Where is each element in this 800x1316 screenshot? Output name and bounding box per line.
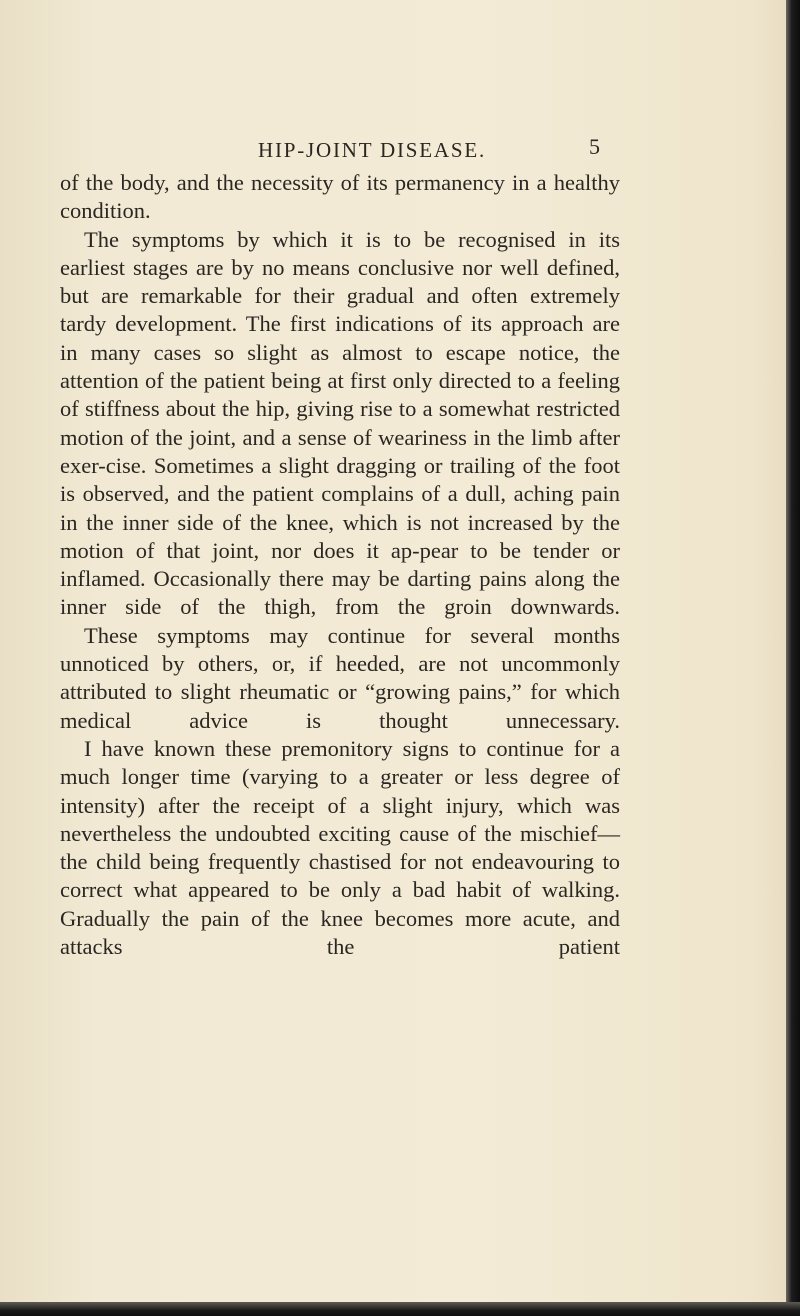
- body-text: [60, 169, 620, 961]
- running-head: HIP-JOINT DISEASE.: [258, 138, 487, 162]
- paragraph-1: of the body, and the necessity of its permanency in a healthy condition.: [60, 170, 620, 224]
- page-header: [60, 134, 600, 168]
- paragraph-4: I have known these premonitory signs to continue for a much longer time (varying to a greater or less degree of intensity) after the receipt of a slight injury, which was nevertheless the undoubted exciting cause of the mischief—the child being frequently chastised for not endeavouring to correct what appeared to be only a bad habit of walking. Gradually the pain of the knee becomes more acute, and attacks the patient: [60, 735, 620, 960]
- paragraph-3: These symptoms may continue for several months unnoticed by others, or, if heeded, are not uncommonly attributed to slight rheumatic or “growing pains,” for which medical advice is thought unnecessary.: [60, 622, 620, 733]
- paragraph-2: The symptoms by which it is to be recognised in its earliest stages are by no means conclusive nor well defined, but are remarkable for their gradual and often extremely tardy development. The first indications of its approach are in many cases so slight as almost to escape notice, the attention of the patient being at first only directed to a feeling of stiffness about the hip, giving rise to a somewhat restricted motion of the joint, and a sense of weariness in the limb after exer-cise. Sometimes a slight dragging or trailing of the foot is observed, and the patient complains of a dull, aching pain in the inner side of the knee, which is not increased by the motion of that joint, nor does it ap-pear to be tender or inflamed. Occasionally there may be darting pains along the inner side of the thigh, from the groin downwards.: [60, 226, 620, 620]
- page-edge-shadow-right: [786, 0, 800, 1316]
- page-number: 5: [589, 134, 600, 159]
- page-edge-shadow-bottom: [0, 1302, 800, 1316]
